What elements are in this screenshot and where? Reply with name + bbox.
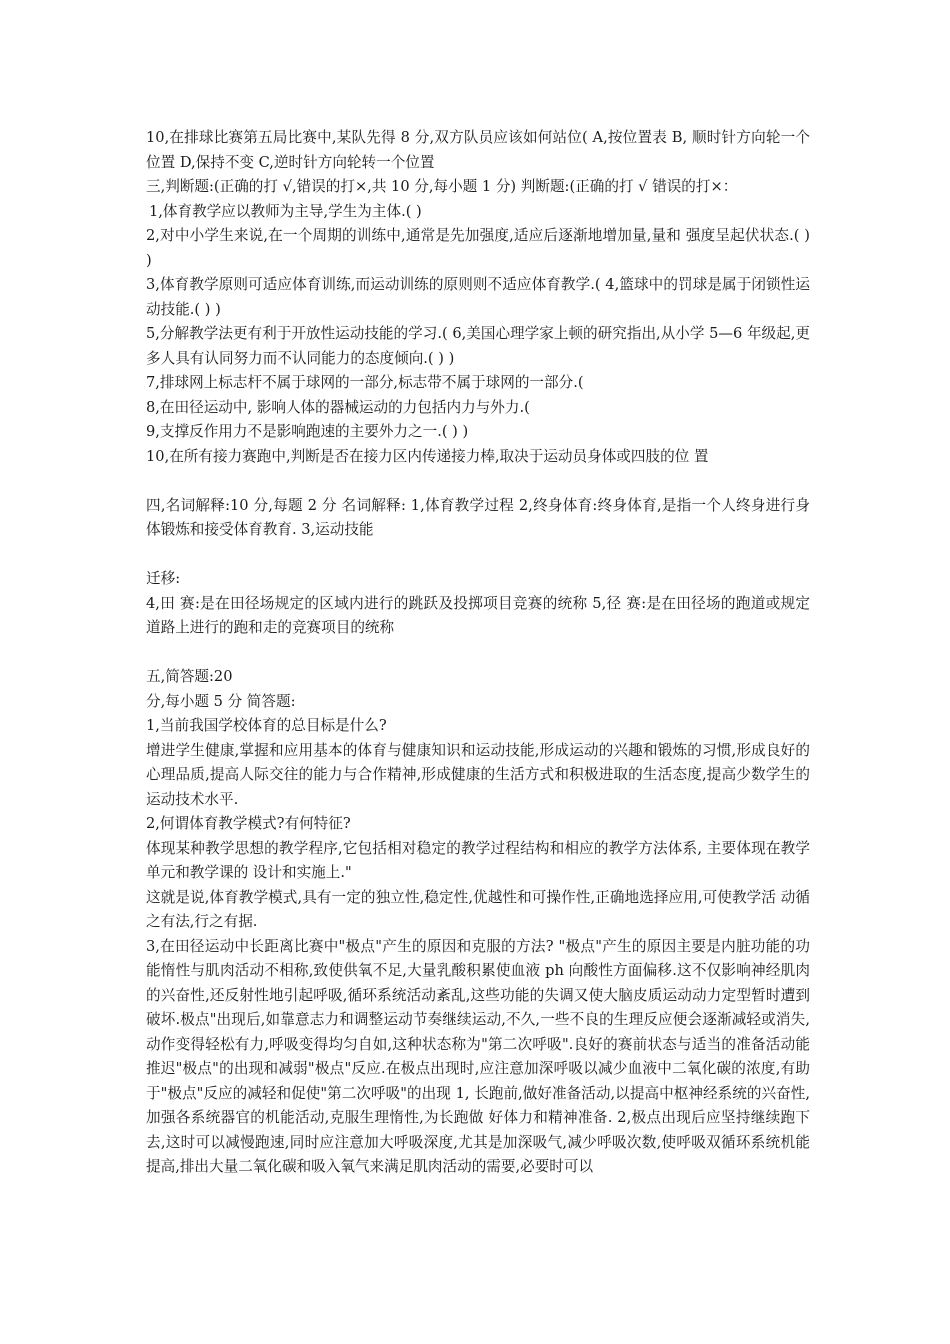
short-answer-q3-a3: 3,在田径运动中长距离比赛中"极点"产生的原因和克服的方法? "极点"产生的原因主要是内脏功能的功能惰性与肌肉活动不相称,致使供氧不足,大量乳酸积累使血液 ph 向酸性方面偏移.这不仅影响神经肌肉的兴奋性,还反射性地引起呼吸,循环系统活动紊乱,这些功能的失调又使大脑皮质运动动力定型暂时遭到破坏.极点"出现后,如靠意志力和调整运动节奏继续运动,不久,一些不良的生理反应便会逐渐减轻或消失,动作变得轻松有力,呼吸变得均匀自如,这种状态称为"第二次呼吸".良好的赛前状态与适当的准备活动能推迟"极点"的出现和减弱"极点"反应.在极点出现时,应注意加深呼吸以减少血液中二氧化碳的浓度,有助于"极点"反应的减轻和促使"第二次呼吸"的出现 1, 长跑前,做好准备活动,以提高中枢神经系统的兴奋性,加强各系统器官的机能活动,克服生理惰性,为长跑做 好体力和精神准备. 2,极点出现后应坚持继续跑下去,这时可以减慢跑速,同时应注意加大呼吸深度,尤其是加深吸气,减少呼吸次数,使呼吸双循环系统机能提高,排出大量二氧化碳和吸入氧气来满足肌肉活动的需要,必要时可以 <box>146 937 810 1175</box>
section-5-heading: 五,简答题:20 <box>146 668 233 685</box>
paragraph-q10-volleyball: 10,在排球比赛第五局比赛中,某队先得 8 分,双方队员应该如何站位( A,按位置表 B, 顺时针方向轮一个位置 D,保持不变 C,逆时针方向轮转一个位置 <box>146 129 810 171</box>
section-5-subheading: 分,每小题 5 分 简答题: <box>146 692 296 710</box>
judge-item-9: 9,支撑反作用力不是影响跑速的主要外力之一.( ) ) <box>146 423 469 440</box>
judge-item-3-4: 3,体育教学原则可适应体育训练,而运动训练的原则则不适应体育教学.( 4,篮球中的罚球是属于闭锁性运动技能.( ) ) <box>146 276 810 318</box>
blank-line <box>146 641 810 666</box>
judge-item-2: 2,对中小学生来说,在一个周期的训练中,通常是先加强度,适应后逐渐地增加量,量和 强度呈起伏状态.( ) ) <box>146 227 810 269</box>
blank-line <box>146 469 810 494</box>
blank-line <box>146 543 810 568</box>
judge-item-10: 10,在所有接力赛跑中,判断是否在接力区内传递接力棒,取决于运动员身体或四肢的位 置 <box>146 447 709 465</box>
judge-item-7: 7,排球网上标志杆不属于球网的一部分,标志带不属于球网的一部分.( <box>146 374 584 391</box>
judge-item-1: 1,体育教学应以教师为主导,学生为主体.( ) <box>149 202 422 220</box>
document-body <box>146 126 810 1180</box>
section-4-terms: 四,名词解释:10 分,每题 2 分 名词解释: 1,体育教学过程 2,终身体育:终身体育,是指一个人终身进行身体锻炼和接受体育教育. 3,运动技能 <box>146 496 810 538</box>
judge-item-8: 8,在田径运动中, 影响人体的器械运动的力包括内力与外力.( <box>146 398 530 416</box>
section-3-heading: 三,判断题:(正确的打 √,错误的打×,共 10 分,每小题 1 分) 判断题:(正确的打 √ 错误的打×： <box>146 178 738 195</box>
short-answer-q1: 1,当前我国学校体育的总目标是什么? <box>146 717 387 734</box>
short-answer-a2-part1: 体现某种教学思想的教学程序,它包括相对稳定的教学过程结构和相应的教学方法体系, 主要体现在教学单元和教学课的 设计和实施上." <box>146 839 810 881</box>
term-transfer: 迁移: <box>146 570 181 587</box>
judge-item-5-6: 5,分解教学法更有利于开放性运动技能的学习.( 6,美国心理学家上顿的研究指出,从小学 5—6 年级起,更多人具有认同努力而不认同能力的态度倾向.( ) ) <box>146 325 810 367</box>
term-field-track: 4,田 赛:是在田径场规定的区域内进行的跳跃及投掷项目竞赛的统称 5,径 赛:是在田径场的跑道或规定道路上进行的跑和走的竞赛项目的统称 <box>146 594 810 636</box>
short-answer-q2: 2,何谓体育教学模式?有何特征? <box>146 815 351 832</box>
short-answer-a2-part2: 这就是说,体育教学模式,具有一定的独立性,稳定性,优越性和可操作性,正确地选择应用,可使教学活 动循之有法,行之有据. <box>146 888 810 930</box>
short-answer-a1: 增进学生健康,掌握和应用基本的体育与健康知识和运动技能,形成运动的兴趣和锻炼的习惯,形成良好的心理品质,提高人际交往的能力与合作精神,形成健康的生活方式和积极进取的生活态度,提高少数学生的运动技术水平. <box>146 741 810 808</box>
